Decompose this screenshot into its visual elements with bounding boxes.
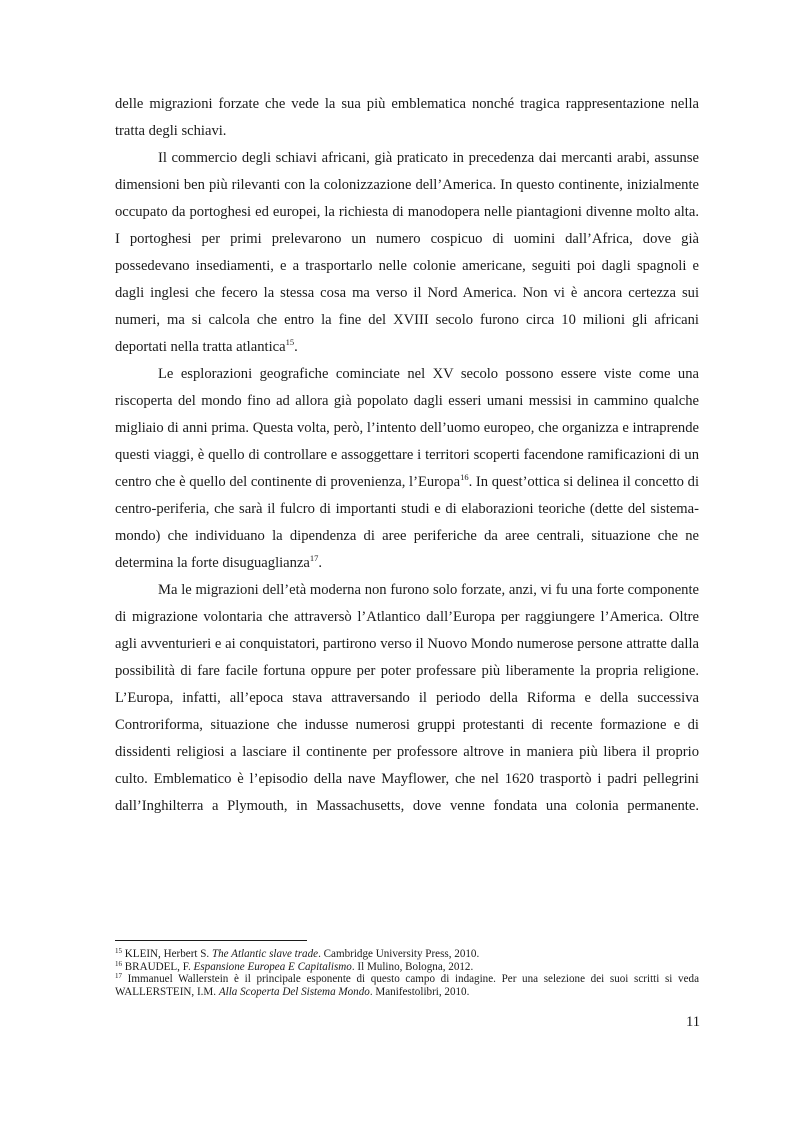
footnote-ref-17[interactable]: 17 [309,553,319,563]
footnote-15 [115,948,699,961]
footnote-separator [115,940,307,941]
text-run: Le esplorazioni geografiche cominciate nel XV secolo possono essere viste come una riscoperta del mondo fino ad allora già popolato dagli esseri umani messisi in cammino qualche migliaio di anni prima. Questa volta, però, l’intento dell’uomo europeo, che organizza e intraprende questi viaggi, è quello di controllare e assoggettare i territori scoperti facendone ramificazioni di un centro che è quello del continente di provenienza, l’Europa [115,366,699,490]
page-body [115,91,699,820]
footnote-17 [115,973,699,998]
citation-title: Alla Scoperta Del Sistema Mondo [218,985,370,998]
text-run: . [294,339,298,355]
footnotes [115,948,699,998]
text-run: Immanuel Wallerstein è il principale esponente di questo campo di indagine. Per una selezione dei suoi scritti si veda WALLERSTEIN, I.M. [115,973,699,998]
footnote-16 [115,961,699,974]
text-run: . [318,555,323,571]
citation-title: The Atlantic slave trade [211,948,319,960]
text-run: Il commercio degli schiavi africani, già praticato in precedenza dai mercanti arabi, assunse dimensioni ben più rilevanti con la colonizzazione dell’America. In questo continente, inizialmente occupato da portoghesi ed europei, la richiesta di manodopera nelle piantagioni divenne molto alta. I portoghesi per primi prelevarono un numero cospicuo di uomini dall’Africa, dove già possedevano insediamenti, e a trasportarlo nelle colonie americane, seguiti poi dagli spagnoli e dagli inglesi che fecero la stessa cosa ma verso il Nord America. Non vi è ancora certezza sui numeri, ma si calcola che entro la fine del XVIII secolo furono circa 10 milioni gli africani deportati nella tratta atlantica [115,150,699,355]
footnote-number: 16 [115,959,122,968]
footnote-number: 17 [115,972,122,980]
footnote-ref-16[interactable]: 16 [460,472,469,482]
text-run: BRAUDEL, F. [124,960,194,973]
text-run: Ma le migrazioni dell’età moderna non furono solo forzate, anzi, vi fu una forte componente di migrazione volontaria che attraversò l’Atlantico dall’Europa per raggiungere l’America. Oltre agli avventurieri e ai conquistatori, partirono verso il Nuovo Mondo numerose persone attratte dalla possibilità di fare facile fortuna oppure per poter professare più liberamente la propria religione. L’Europa, infatti, all’epoca stava attraversando il periodo della Riforma e della successiva Controriforma, situazione che indusse numerosi gruppi protestanti di recente formazione e di dissidenti religiosi a lasciare il continente per professore altrove in maniera più libera il proprio culto. Emblematico è l’episodio della nave Mayflower, che nel 1620 trasportò i padri pellegrini dall’Inghilterra a Plymouth, in Massachusetts, dove venne fondata una colonia permanente. [115,582,699,814]
text-run: . Cambridge University Press, 2010. [318,948,480,960]
citation-title: Espansione Europea E Capitalismo [193,960,352,973]
footnote-number: 15 [115,947,122,955]
text-run: . Il Mulino, Bologna, 2012. [351,960,474,973]
paragraph-3 [115,361,699,577]
paragraph-4 [115,577,699,820]
text-run: . In quest’ottica si delinea il concetto di centro-periferia, che sarà il fulcro di importanti studi e di elaborazioni teoriche (dette del sistema-mondo) che individuano la dipendenza di aree periferiche da aree centrali, situazione che ne determina la forte disuguaglianza [115,474,699,571]
text-run: KLEIN, Herbert S. [124,948,212,960]
text-run: delle migrazioni forzate che vede la sua più emblematica nonché tragica rappresentazione nella tratta degli schiavi. [115,96,699,139]
footnote-ref-15[interactable]: 15 [285,337,295,347]
paragraph-1 [115,91,699,145]
paragraph-2 [115,145,699,361]
text-run: . Manifestolibri, 2010. [369,985,470,998]
page-number: 11 [685,1014,700,1030]
